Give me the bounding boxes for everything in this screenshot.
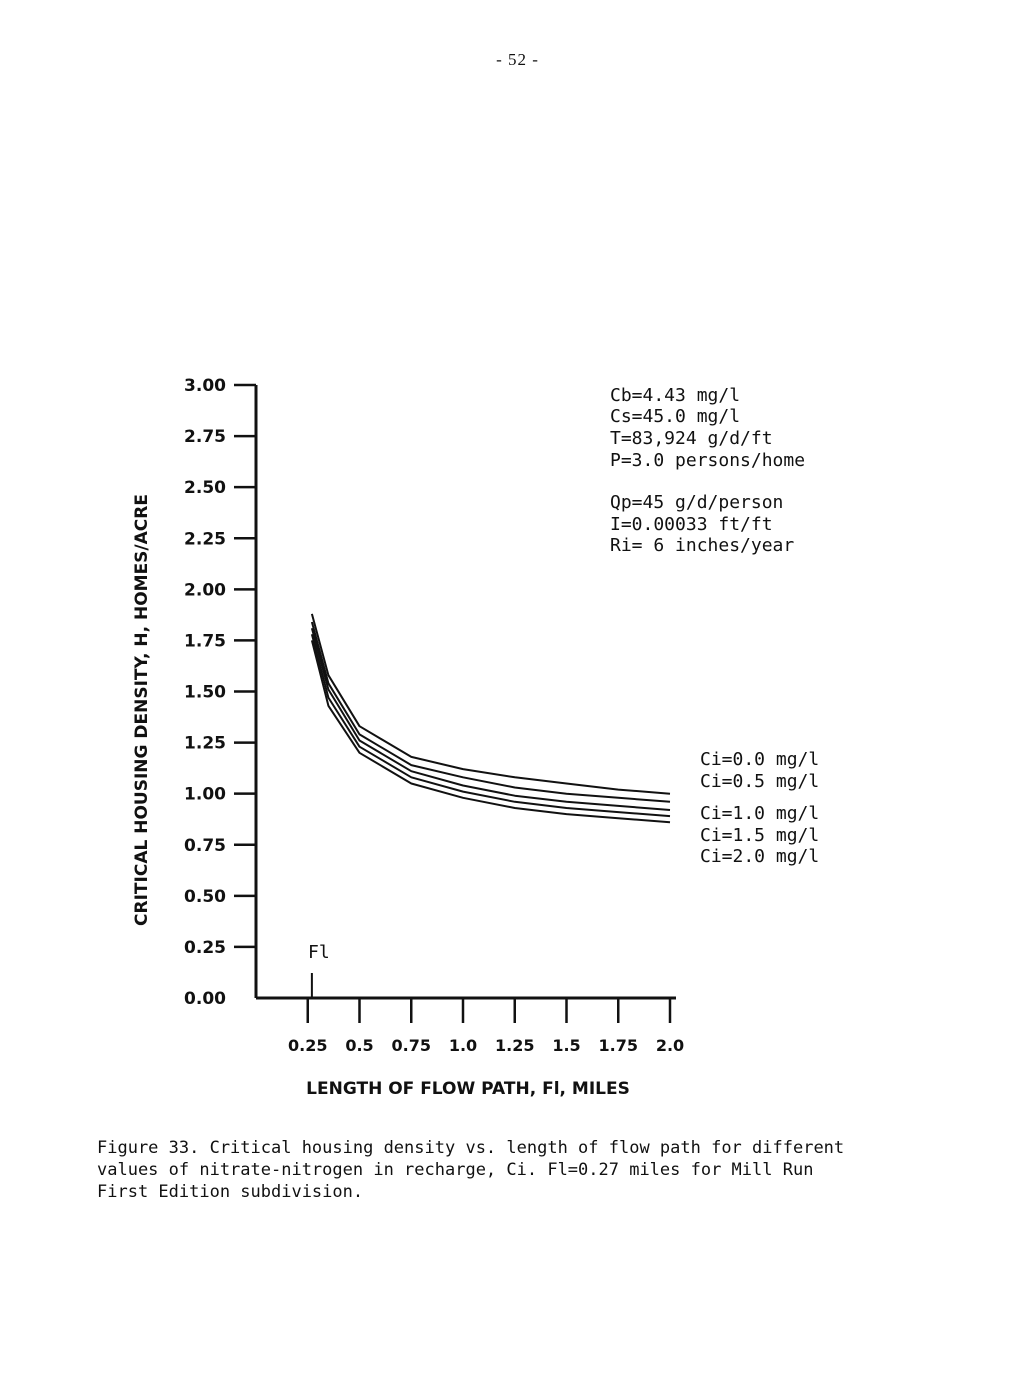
legend-entry-ci-2-0-mg-l: Ci=2.0 mg/l (700, 846, 820, 867)
y-tick-label: 2.75 (184, 427, 226, 448)
legend-entry-ci-0-5-mg-l: Ci=0.5 mg/l (700, 771, 820, 792)
y-tick-label: 0.75 (184, 835, 226, 856)
y-axis-ticks (184, 376, 256, 1009)
y-tick-label: 1.50 (184, 682, 226, 703)
parameter-line: Ri= 6 inches/year (610, 535, 795, 556)
parameter-line: T=83,924 g/d/ft (610, 428, 773, 449)
legend-entry-ci-1-5-mg-l: Ci=1.5 mg/l (700, 825, 820, 846)
x-axis-title: LENGTH OF FLOW PATH, Fl, MILES (306, 1079, 630, 1099)
y-tick-label: 0.00 (184, 989, 226, 1009)
y-tick-label: 1.75 (184, 631, 226, 652)
parameter-block (610, 385, 805, 556)
parameter-line: Qp=45 g/d/person (610, 492, 784, 513)
y-tick-label: 2.25 (184, 529, 226, 550)
x-tick-label: 0.5 (345, 1036, 374, 1055)
parameter-line: I=0.00033 ft/ft (610, 514, 773, 535)
series-line-ci-0-0-mg-l (312, 614, 670, 794)
legend-entry-ci-1-0-mg-l: Ci=1.0 mg/l (700, 803, 820, 824)
legend (700, 749, 819, 867)
x-tick-label: 1.5 (552, 1036, 581, 1055)
x-tick-label: 1.75 (598, 1036, 638, 1055)
series-line-ci-0-5-mg-l (312, 622, 670, 802)
fl-marker-label: Fl (308, 942, 330, 963)
axes (256, 385, 676, 998)
series-lines (312, 614, 670, 822)
y-tick-label: 2.50 (184, 478, 226, 499)
y-tick-label: 3.00 (184, 376, 226, 396)
y-tick-label: 1.25 (184, 733, 226, 754)
legend-entry-ci-0-0-mg-l: Ci=0.0 mg/l (700, 749, 820, 770)
parameter-line: Cs=45.0 mg/l (610, 406, 741, 427)
y-tick-label: 0.50 (184, 886, 226, 907)
y-tick-label: 1.00 (184, 784, 226, 805)
parameter-line: Cb=4.43 mg/l (610, 385, 741, 406)
x-tick-label: 1.25 (495, 1036, 535, 1055)
y-tick-label: 2.00 (184, 580, 226, 601)
series-line-ci-2-0-mg-l (312, 640, 670, 822)
y-tick-label: 0.25 (184, 937, 226, 958)
x-tick-label: 0.75 (391, 1036, 431, 1055)
figure-caption: Figure 33. Critical housing density vs. length of flow path for different values of nitrate-nitrogen in recharge, Ci. Fl=0.27 miles for Mill Run First Edition subdivision. (97, 1138, 845, 1202)
x-tick-label: 0.25 (288, 1036, 328, 1055)
x-tick-label: 1.0 (448, 1036, 478, 1055)
y-axis-title: CRITICAL HOUSING DENSITY, H, HOMES/ACRE (132, 494, 152, 926)
x-tick-label: 2.0 (655, 1036, 685, 1055)
parameter-line: P=3.0 persons/home (610, 450, 806, 471)
page-number: - 52 - (496, 50, 539, 69)
